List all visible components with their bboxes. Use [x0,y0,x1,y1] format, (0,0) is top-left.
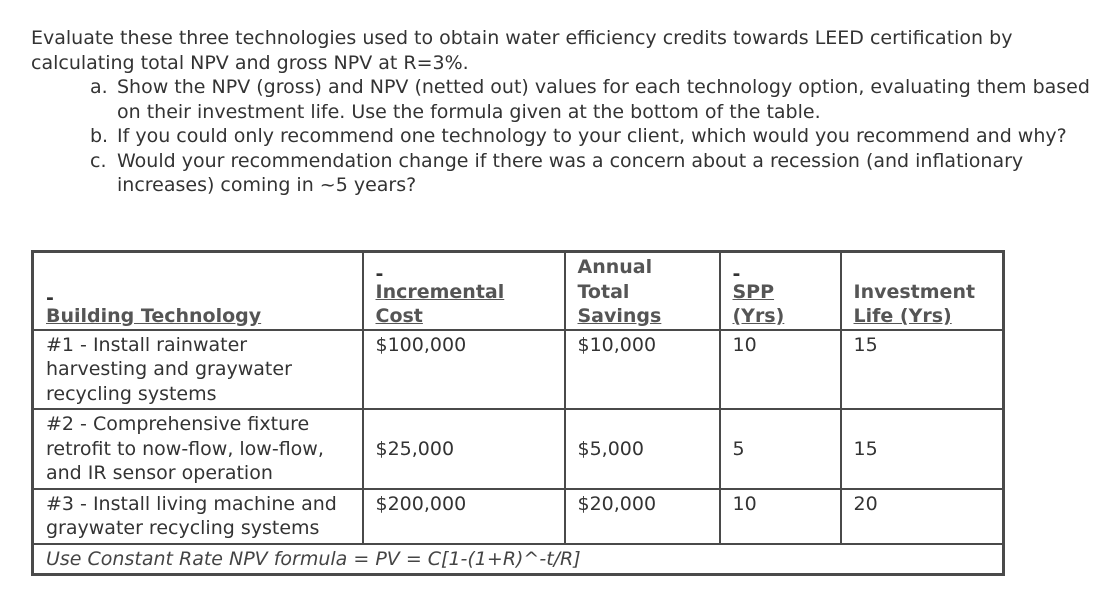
question-text: Show the NPV (gross) and NPV (netted out) values for each technology option, evaluating them based on their investment life. Use the formula given at the bottom of the table. [117,76,1090,123]
cell-spp: 5 [720,409,841,489]
table-row [33,489,1004,544]
table-footer-row [33,544,1004,575]
header-spp [720,252,841,330]
cell-savings: $10,000 [565,330,720,410]
table-row [33,409,1004,489]
table-row [33,330,1004,410]
header-dash: - [375,262,384,285]
cell-life: 15 [841,409,1004,489]
technology-table [31,250,1005,576]
cell-technology: #3 - Install living machine and graywater recycling systems [33,489,363,544]
header-investment-life [841,252,1004,330]
question-text: Would your recommendation change if there was a concern about a recession (and inflationary increases) coming in ~5 years? [117,149,1024,196]
cell-spp: 10 [720,330,841,410]
header-dash: - [46,287,54,309]
intro-paragraph: Evaluate these three technologies used to obtain water efficiency credits towards LEED certification by calculating total NPV and gross NPV at R=3%. [31,27,1013,74]
question-marker: b. [90,125,109,147]
cell-savings: $20,000 [565,489,720,544]
header-top-line: Investment [853,280,976,303]
cell-cost: $200,000 [363,489,565,544]
cell-life: 15 [841,330,1004,410]
header-building-technology [33,252,363,330]
cell-technology: #2 - Comprehensive fixture retrofit to now-flow, low-flow, and IR sensor operation [33,409,363,489]
header-label: Building Technology [46,305,262,327]
table-header-row [33,252,1004,330]
question-item [90,149,1090,198]
cell-cost: $25,000 [363,409,565,489]
header-top-line: Annual Total [577,256,653,303]
header-incremental-cost [363,252,565,330]
cell-life: 20 [841,489,1004,544]
header-dash: - [732,262,741,285]
question-marker: a. [90,76,108,98]
header-label: SPP (Yrs) [732,280,785,327]
header-label: Savings [577,305,662,327]
npv-formula: Use Constant Rate NPV formula = PV = C[1-(1+R)^-t/R] [33,544,1004,575]
question-marker: c. [90,149,107,172]
header-annual-savings [565,252,720,330]
cell-cost: $100,000 [363,330,565,410]
question-item [90,124,1090,149]
header-label: Incremental Cost [375,280,505,327]
header-label: Life (Yrs) [853,305,952,327]
question-list [90,75,1090,198]
question-item [90,75,1090,124]
question-text: If you could only recommend one technology to your client, which would you recommend and why? [117,125,1067,147]
cell-technology: #1 - Install rainwater harvesting and graywater recycling systems [33,330,363,410]
cell-spp: 10 [720,489,841,544]
cell-savings: $5,000 [565,409,720,489]
